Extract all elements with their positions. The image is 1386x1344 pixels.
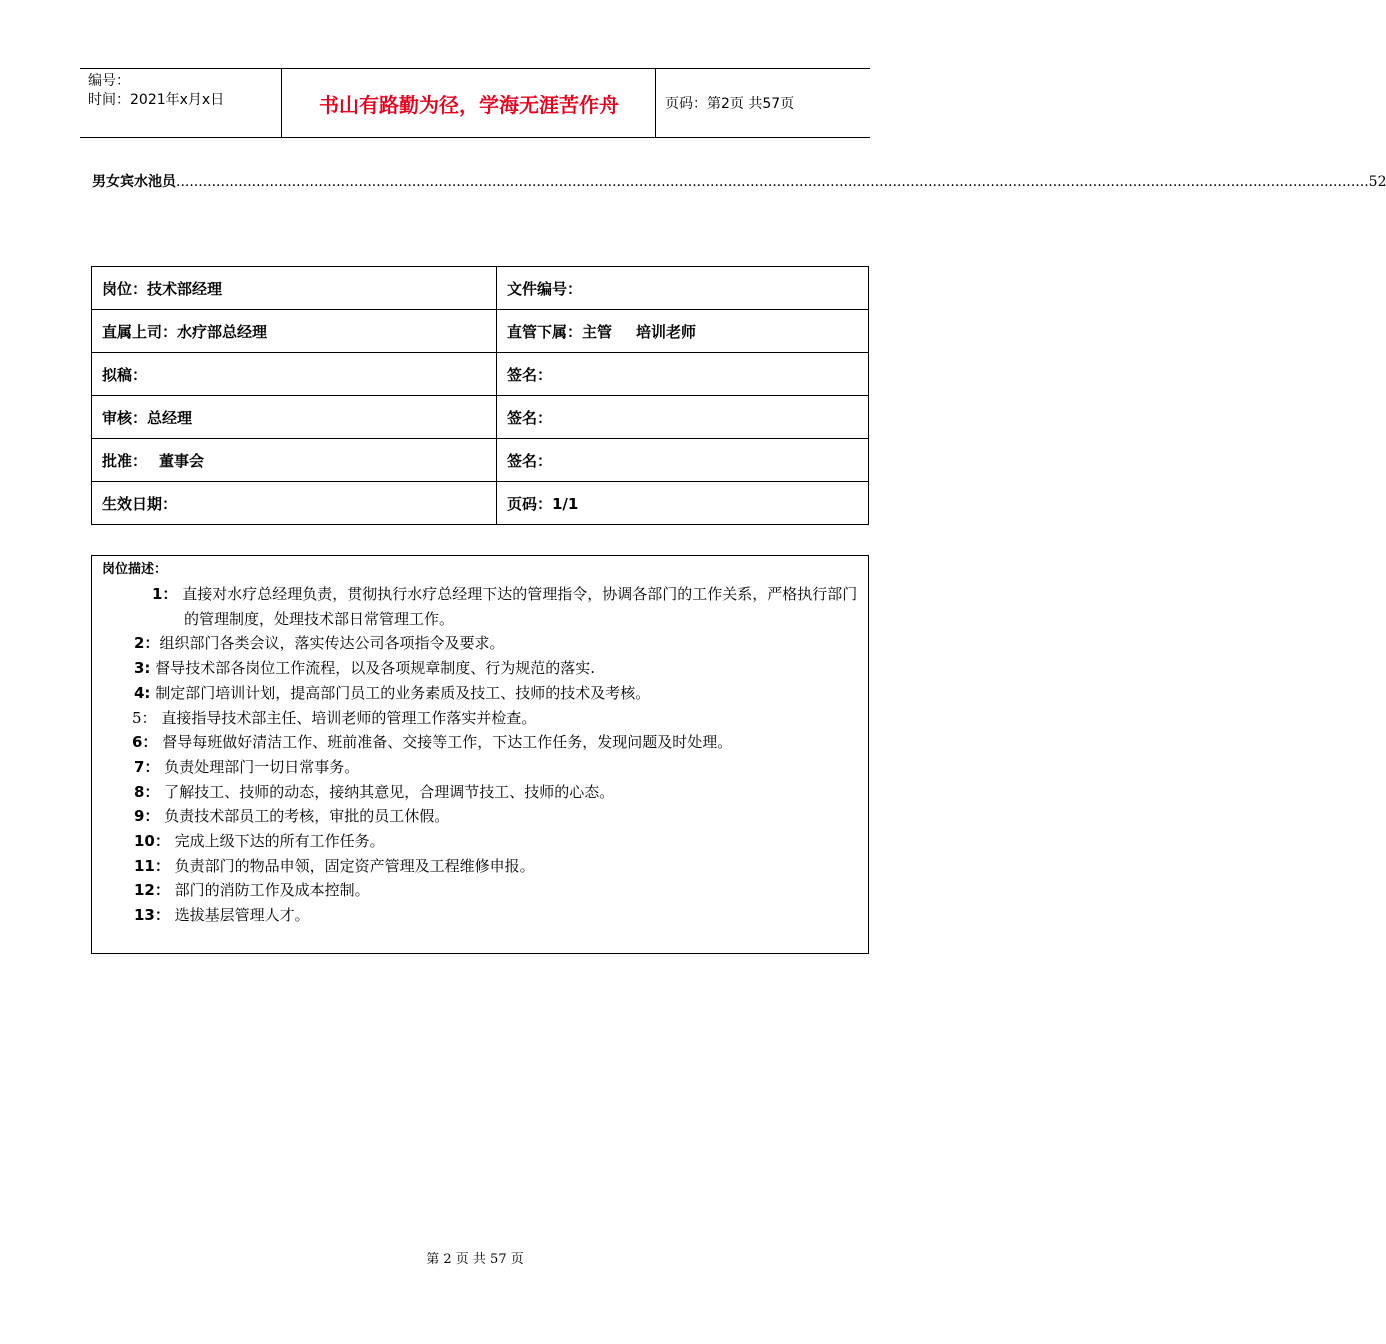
item-number: 2： [134, 634, 160, 653]
job-description-title: 岗位描述： [102, 562, 168, 577]
item-text: 了解技工、技师的动态，接纳其意见，合理调节技工、技师的心态。 [159, 782, 615, 801]
subordinates-secondary: 培训老师 [636, 322, 697, 341]
item-text: 负责技术部员工的考核，审批的员工休假。 [159, 807, 450, 826]
list-item [102, 878, 858, 903]
list-item [102, 582, 858, 631]
item-text: 部门的消防工作及成本控制。 [169, 881, 370, 900]
header-motto: 书山有路勤为径，学海无涯苦作舟 [283, 69, 656, 137]
table-row [92, 267, 869, 310]
item-text: 负责处理部门一切日常事务。 [159, 757, 360, 776]
document-date: 时间：2021年x月x日 [88, 92, 225, 108]
position-cell: 岗位：技术部经理 [92, 267, 497, 310]
toc-leader-dots: ............................................................................................................................................................................................................................................................................ [176, 174, 1369, 190]
list-item [102, 656, 858, 681]
toc-entry-label: 男女宾水池员 [92, 174, 176, 190]
reviewer-cell: 审核：总经理 [92, 396, 497, 439]
table-page-cell: 页码：1/1 [497, 482, 869, 525]
toc-entry[interactable] [92, 171, 1386, 191]
list-item [102, 755, 858, 780]
toc-entry-page: 52 [1368, 174, 1386, 190]
table-row [92, 310, 869, 353]
signature-cell: 签名： [497, 353, 869, 396]
job-description-box [91, 555, 869, 954]
item-text: 制定部门培训计划，提高部门员工的业务素质及技工、技师的技术及考核。 [150, 683, 651, 702]
item-text: 督导技术部各岗位工作流程，以及各项规章制度、行为规范的落实. [150, 659, 595, 678]
item-number: 11： [134, 856, 170, 875]
item-text: 完成上级下达的所有工作任务。 [169, 832, 385, 851]
page-footer: 第 2 页 共 57 页 [426, 1252, 524, 1267]
list-item [102, 681, 858, 706]
item-number: 6： [132, 733, 158, 752]
list-item [102, 804, 858, 829]
item-text: 直接指导技术部主任、培训老师的管理工作落实并检查。 [156, 708, 537, 727]
approver-cell [92, 439, 497, 482]
header-page-info: 页码：第2页 共57页 [665, 96, 795, 112]
item-number: 9： [134, 807, 160, 826]
table-row [92, 396, 869, 439]
table-row [92, 439, 869, 482]
item-number: 7： [134, 757, 160, 776]
signature-cell: 签名： [497, 396, 869, 439]
item-text: 选拔基层管理人才。 [169, 906, 310, 925]
item-number: 12： [134, 881, 170, 900]
direct-superior-cell: 直属上司：水疗部总经理 [92, 310, 497, 353]
list-item [102, 631, 858, 656]
item-number: 1： [152, 585, 178, 603]
document-number-label: 编号： [88, 73, 130, 89]
list-item [102, 780, 858, 805]
approver-label: 批准： [102, 451, 148, 470]
table-row [92, 482, 869, 525]
drafter-cell: 拟稿： [92, 353, 497, 396]
header-meta [80, 69, 282, 137]
item-text: 督导每班做好清洁工作、班前准备、交接等工作，下达工作任务，发现问题及时处理。 [157, 733, 733, 752]
list-item [102, 903, 858, 928]
item-number: 10： [134, 832, 170, 851]
item-text: 组织部门各类会议，落实传达公司各项指令及要求。 [159, 634, 505, 653]
effective-date-cell: 生效日期： [92, 482, 497, 525]
direct-subordinates-cell [497, 310, 869, 353]
item-number: 4: [134, 683, 151, 702]
approver-value: 董事会 [159, 451, 205, 470]
page-header [80, 68, 870, 138]
signature-cell: 签名： [497, 439, 869, 482]
list-item [102, 829, 858, 854]
item-number: 13： [134, 906, 170, 925]
item-number: 8： [134, 782, 160, 801]
item-number: 3: [134, 659, 151, 678]
position-info-table [91, 266, 869, 525]
subordinates-primary: 直管下属：主管 [507, 322, 613, 341]
list-item [102, 730, 858, 755]
list-item [102, 854, 858, 879]
file-number-cell: 文件编号： [497, 267, 869, 310]
table-row [92, 353, 869, 396]
item-number: 5： [132, 708, 157, 727]
item-text: 直接对水疗总经理负责，贯彻执行水疗总经理下达的管理指令，协调各部门的工作关系，严格执行部门的管理制度，处理技术部日常管理工作。 [177, 585, 858, 628]
item-text: 负责部门的物品申领，固定资产管理及工程维修申报。 [169, 856, 535, 875]
list-item [102, 706, 858, 731]
